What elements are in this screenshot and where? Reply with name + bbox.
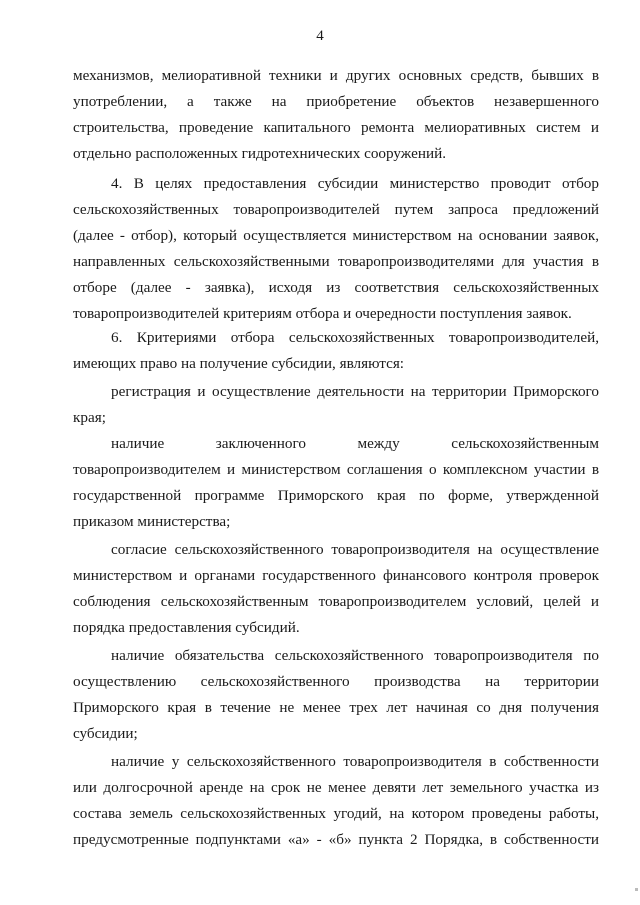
text-line: субсидии; <box>73 725 138 742</box>
text-line: наличие заключенного между сельскохозяйственным <box>111 435 599 452</box>
text-line: регистрация и осуществление деятельности на территории Приморского <box>111 383 599 400</box>
scan-speck <box>635 888 638 891</box>
text-line: отборе (далее - заявка), исходя из соответствия сельскохозяйственных <box>73 279 599 296</box>
text-line: (далее - отбор), который осуществляется министерством на основании заявок, <box>73 227 599 244</box>
text-line: порядка предоставления субсидий. <box>73 619 300 636</box>
text-line: или долгосрочной аренде на срок не менее девяти лет земельного участка из <box>73 779 599 796</box>
text-line: 4. В целях предоставления субсидии министерство проводит отбор <box>111 175 599 192</box>
text-line: государственной программе Приморского края по форме, утвержденной <box>73 487 599 504</box>
text-line: имеющих право на получение субсидии, являются: <box>73 355 405 372</box>
page-number: 4 <box>316 28 324 44</box>
text-line: предусмотренные подпунктами «а» - «б» пункта 2 Порядка, в собственности <box>73 831 599 848</box>
text-line: приказом министерства; <box>73 513 231 530</box>
text-line: употреблении, а также на приобретение объектов незавершенного <box>73 93 599 110</box>
text-line: строительства, проведение капитального ремонта мелиоративных систем и <box>73 119 599 136</box>
text-line: товаропроизводителем и министерством соглашения о комплексном участии в <box>73 461 599 478</box>
text-line: соблюдения сельскохозяйственным товаропроизводителем условий, целей и <box>73 593 599 610</box>
text-line: сельскохозяйственных товаропроизводителей путем запроса предложений <box>73 201 599 218</box>
text-line: 6. Критериями отбора сельскохозяйственных товаропроизводителей, <box>111 329 599 346</box>
text-line: края; <box>73 409 106 426</box>
text-line: согласие сельскохозяйственного товаропроизводителя на осуществление <box>111 541 599 558</box>
text-line: состава земель сельскохозяйственных угодий, на котором проведены работы, <box>73 805 599 822</box>
text-line: наличие обязательства сельскохозяйственного товаропроизводителя по <box>111 647 599 664</box>
text-line: механизмов, мелиоративной техники и других основных средств, бывших в <box>73 67 599 84</box>
text-line: осуществлению сельскохозяйственного производства на территории <box>73 673 599 690</box>
text-line: направленных сельскохозяйственными товаропроизводителями для участия в <box>73 253 599 270</box>
text-line: отдельно расположенных гидротехнических сооружений. <box>73 145 447 162</box>
text-line: министерством и органами государственного финансового контроля проверок <box>73 567 599 584</box>
text-line: наличие у сельскохозяйственного товаропроизводителя в собственности <box>111 753 599 770</box>
text-line: Приморского края в течение не менее трех лет начиная со дня получения <box>73 699 599 716</box>
text-line: товаропроизводителей критериям отбора и очередности поступления заявок. <box>73 305 572 322</box>
